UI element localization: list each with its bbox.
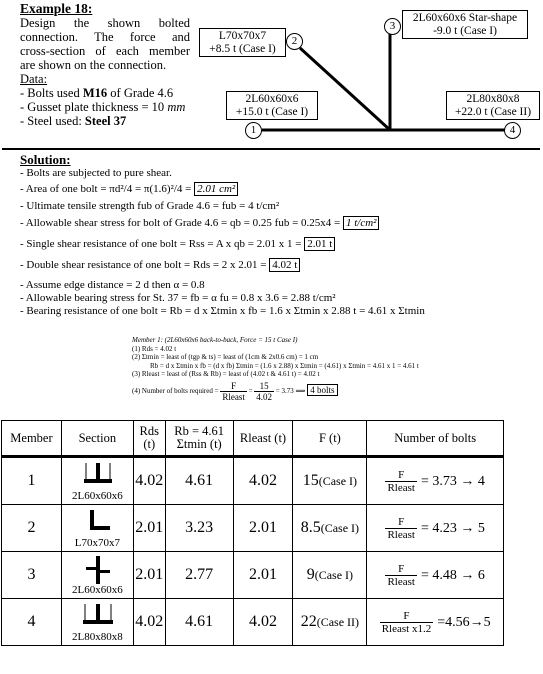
data-item-steel: - Steel used: Steel 37 xyxy=(20,114,127,128)
statement-line-4: are shown on the connection. xyxy=(20,58,167,72)
member-1-label: 2L60x60x6 +15.0 t (Case I) xyxy=(226,91,318,120)
table-header-row xyxy=(2,421,504,457)
solution-step-8: - Allowable bearing stress for St. 37 = fb = α fu = 0.8 x 3.6 = 2.88 t/cm² xyxy=(20,292,336,304)
header-force: F (t) xyxy=(293,421,367,457)
header-rds: Rds (t) xyxy=(133,421,165,457)
member-1-head: Member 1: (2L60x60x6 back-to-back, Force = 15 t Case I) xyxy=(132,336,298,344)
solution-title: Solution: xyxy=(20,152,71,167)
results-table xyxy=(1,420,504,646)
table-row: 2 L70x70x7 2.01 3.23 2.01 8.5(Case I) $\frac{F}{\text{Rleast}}$ = 4.23 → 5 xyxy=(2,505,504,552)
member-1-line-3: Rb = d x Σtmin x fb = (d x fb) Σtmin = (1.6 x 2.88) x Σtmin = (4.61) x Σtmin = 4.61 x 1 = 4.61 t xyxy=(150,361,419,370)
data-item-plate: - Gusset plate thickness = 10 mm xyxy=(20,100,186,114)
section-double-angle-icon: 2L60x60x6 xyxy=(61,457,133,505)
statement-line-2: connection. The force and xyxy=(20,30,190,44)
header-rleast: Rleast (t) xyxy=(233,421,293,457)
example-title: Example 18: xyxy=(20,1,93,16)
solution-step-2: - Area of one bolt = πd²/4 = π(1.6)²/4 = 2.01 cm² xyxy=(20,183,540,200)
member-1-line-1: (1) Rds = 4.02 t xyxy=(132,344,177,353)
double-shear-result: 4.02 t xyxy=(269,258,300,272)
data-item-bolts: - Bolts used M16 of Grade 4.6 xyxy=(20,86,174,100)
statement-line-1: Design the shown bolted xyxy=(20,16,190,30)
section-double-angle-icon: 2L80x80x8 xyxy=(61,599,133,646)
solution-step-5: - Single shear resistance of one bolt = Rss = A x qb = 2.01 x 1 = 2.01 t xyxy=(20,238,540,259)
solution-step-6: - Double shear resistance of one bolt = Rds = 2 x 2.01 = 4.02 t xyxy=(20,259,540,279)
data-label: Data: xyxy=(20,72,48,86)
member-1-line-4: (3) Rleast = least of (Rss & Rb) = least of (4.02 t & 4.61 t) = 4.02 t xyxy=(132,370,320,379)
member-4-label: 2L80x80x8 +22.0 t (Case II) xyxy=(446,91,540,120)
bolt-area-result: 2.01 cm² xyxy=(194,182,238,196)
solution-step-4: - Allowable shear stress for bolt of Grade 4.6 = qb = 0.25 fub = 0.25x4 = 1 t/cm² xyxy=(20,217,540,238)
member-1-marker: 1 xyxy=(245,122,262,139)
header-rb: Rb = 4.61 Σtmin (t) xyxy=(165,421,233,457)
solution-step-7: - Assume edge distance = 2 d then α = 0.8 xyxy=(20,279,205,291)
member-2-label: L70x70x7 +8.5 t (Case I) xyxy=(199,28,286,57)
member-4-marker: 4 xyxy=(504,122,521,139)
table-row: 4 2L80x80x8 4.02 4.61 4.02 22(Case II) $\frac{F}{\text{Rleast x1.2}}$ =4.56→5 xyxy=(2,599,504,646)
member-3-marker: 3 xyxy=(384,18,401,35)
section-divider xyxy=(2,148,540,150)
header-member: Member xyxy=(2,421,62,457)
solution-block xyxy=(20,152,540,318)
header-number-of-bolts: Number of bolts xyxy=(367,421,504,457)
header-section: Section xyxy=(61,421,133,457)
member-1-line-2: (2) Σtmin = least of (tgp & ts) = least of (1cm & 2x0.6 cm) = 1 cm xyxy=(132,353,319,362)
member-1-line-5: (4) Number of bolts required = $\frac{F}{\text{Rleast}}$ = $\frac{15}{4.02}$ = 3.73 ⟹ 4 bolts xyxy=(132,381,512,402)
section-single-angle-icon: L70x70x7 xyxy=(61,505,133,552)
table-row: 3 2L60x60x6 2.01 2.77 2.01 9(Case I) $\frac{F}{\text{Rleast}}$ = 4.48 → 6 xyxy=(2,552,504,599)
solution-step-3: - Ultimate tensile strength fub of Grade 4.6 = fub = 4 t/cm² xyxy=(20,200,280,212)
member-1-calculation xyxy=(132,336,512,402)
shear-stress-result: 1 t/cm² xyxy=(343,216,380,230)
section-star-angle-icon: 2L60x60x6 xyxy=(61,552,133,599)
bolts-required-result: 4 bolts xyxy=(307,384,337,396)
solution-step-1: - Bolts are subjected to pure shear. xyxy=(20,167,172,179)
member-2-marker: 2 xyxy=(286,33,303,50)
solution-step-9: - Bearing resistance of one bolt = Rb = d x Σtmin x fb = 1.6 x Σtmin x 2.88 t = 4.61 x Σtmin xyxy=(20,305,425,317)
single-shear-result: 2.01 t xyxy=(304,237,335,251)
statement-line-3: cross-section of each member xyxy=(20,44,190,58)
table-row: 1 2L60x60x6 4.02 4.61 4.02 15(Case I) $\frac{F}{\text{Rleast}}$ = 3.73 → 4 xyxy=(2,457,504,505)
member-3-label: 2L60x60x6 Star-shape -9.0 t (Case I) xyxy=(402,10,528,39)
